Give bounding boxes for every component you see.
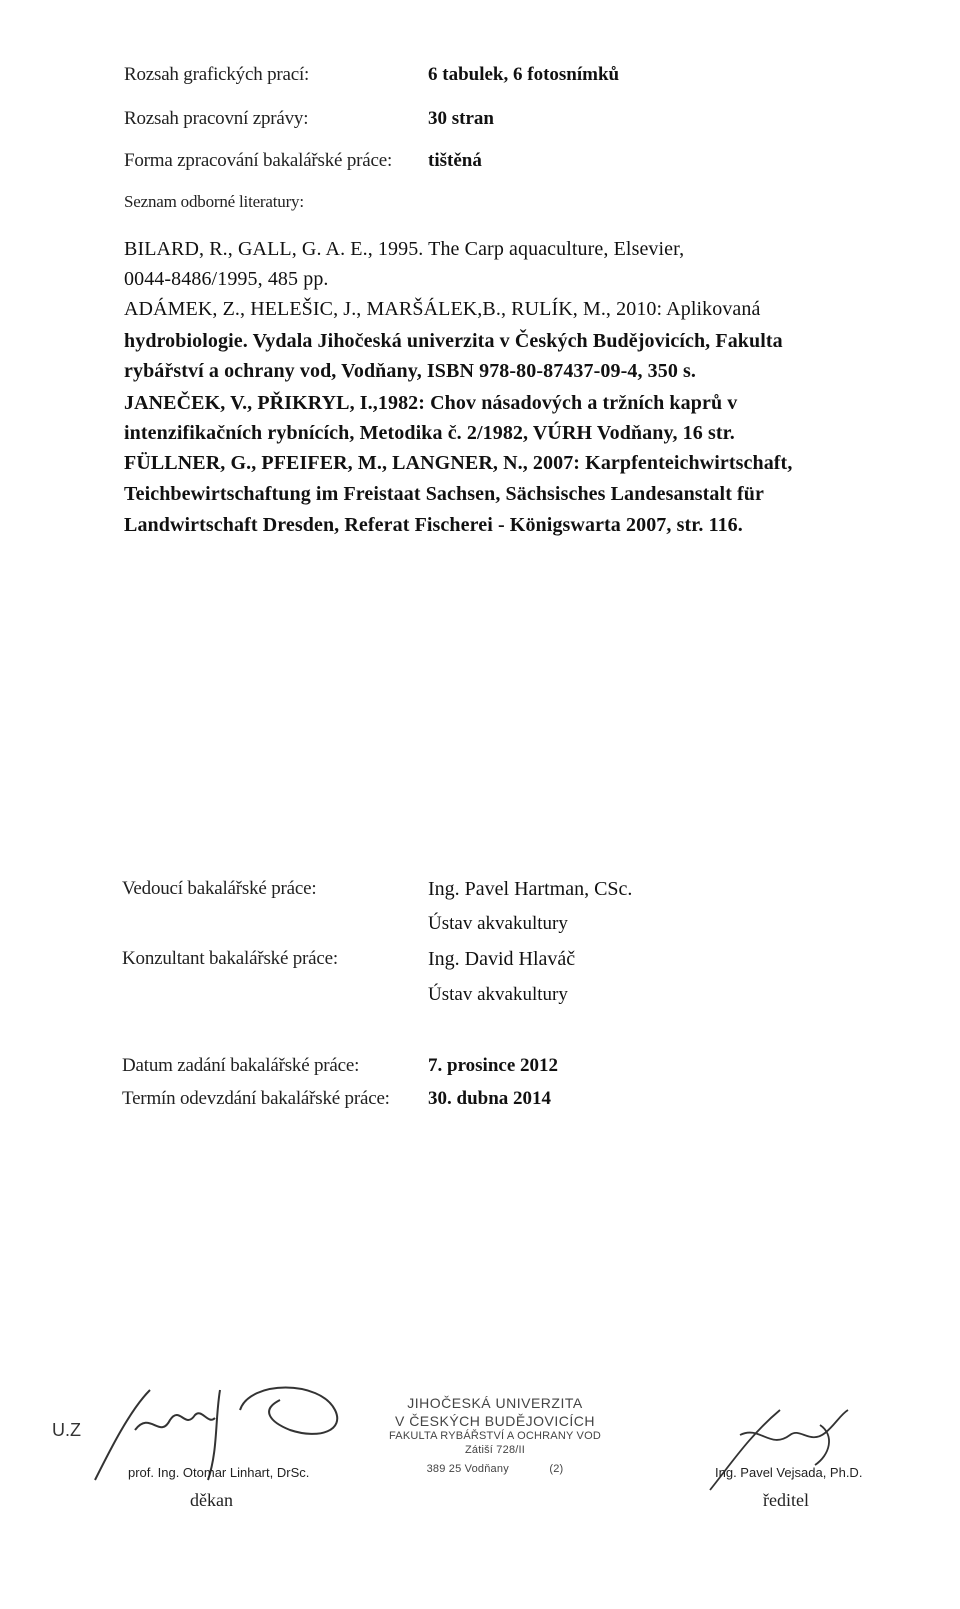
director-signature-icon: [700, 1395, 863, 1495]
form-value: tištěná: [428, 150, 482, 171]
stamp-line: V ČESKÝCH BUDĚJOVICÍCH: [394, 1412, 596, 1429]
supervisor-label: Vedoucí bakalářské práce:: [122, 878, 317, 899]
consultant-label: Konzultant bakalářské práce:: [122, 948, 338, 969]
reference-line: hydrobiologie. Vydala Jihočeská univerzita v Českých Budějovicích, Fakulta: [124, 330, 783, 352]
supervisor-department: Ústav akvakultury: [428, 913, 568, 934]
stamp-line: 389 25 Vodňany: [426, 1462, 509, 1475]
consultant-name: Ing. David Hlaváč: [428, 948, 576, 970]
deadline-value: 30. dubna 2014: [428, 1088, 552, 1109]
dean-name: prof. Ing. Otomar Linhart, DrSc.: [128, 1465, 310, 1480]
report-scope-value: 30 stran: [428, 108, 494, 129]
stamp-line: FAKULTA RYBÁŘSTVÍ A OCHRANY VOD: [388, 1430, 601, 1442]
stamp-line: Zátiší 728/II: [464, 1443, 526, 1456]
reference-line: Teichbewirtschaftung im Freistaat Sachsen, Sächsisches Landesanstalt für: [124, 483, 765, 505]
reference-line: intenzifikačních rybnících, Metodika č. 2/1982, VÚRH Vodňany, 16 str.: [124, 422, 735, 444]
report-scope-label: Rozsah pracovní zprávy:: [124, 108, 309, 129]
reference-line: ADÁMEK, Z., HELEŠIC, J., MARŠÁLEK,B., RULÍK, M., 2010: Aplikovaná: [124, 298, 761, 320]
university-stamp: [380, 1395, 610, 1478]
literature-label: Seznam odborné literatury:: [124, 192, 304, 211]
reference-line: FÜLLNER, G., PFEIFER, M., LANGNER, N., 2007: Karpfenteichwirtschaft,: [124, 452, 793, 474]
deadline-label: Termín odevzdání bakalářské práce:: [122, 1088, 390, 1109]
reference-line: rybářství a ochrany vod, Vodňany, ISBN 978-80-87437-09-4, 350 s.: [124, 360, 697, 382]
reference-line: 0044-8486/1995, 485 pp.: [124, 268, 329, 290]
dean-title: děkan: [190, 1490, 233, 1510]
stamp-line: JIHOČESKÁ UNIVERZITA: [407, 1395, 583, 1411]
stamp-line: (2): [549, 1462, 564, 1475]
reference-line: Landwirtschaft Dresden, Referat Fischerei - Königswarta 2007, str. 116.: [124, 514, 743, 536]
assignment-date-label: Datum zadání bakalářské práce:: [122, 1055, 360, 1076]
director-name: Ing. Pavel Vejsada, Ph.D.: [715, 1465, 863, 1480]
assignment-date-value: 7. prosince 2012: [428, 1055, 559, 1076]
graphics-scope-value: 6 tabulek, 6 fotosnímků: [428, 64, 620, 85]
director-title: ředitel: [763, 1490, 809, 1510]
reference-line: JANEČEK, V., PŘIKRYL, I.,1982: Chov násadových a tržních kaprů v: [124, 392, 738, 414]
form-label: Forma zpracování bakalářské práce:: [124, 150, 393, 171]
dean-signature-prefix: U.Z: [52, 1420, 81, 1440]
graphics-scope-label: Rozsah grafických prací:: [124, 64, 310, 85]
consultant-department: Ústav akvakultury: [428, 984, 568, 1005]
reference-line: BILARD, R., GALL, G. A. E., 1995. The Carp aquaculture, Elsevier,: [124, 238, 685, 260]
supervisor-name: Ing. Pavel Hartman, CSc.: [428, 878, 633, 900]
